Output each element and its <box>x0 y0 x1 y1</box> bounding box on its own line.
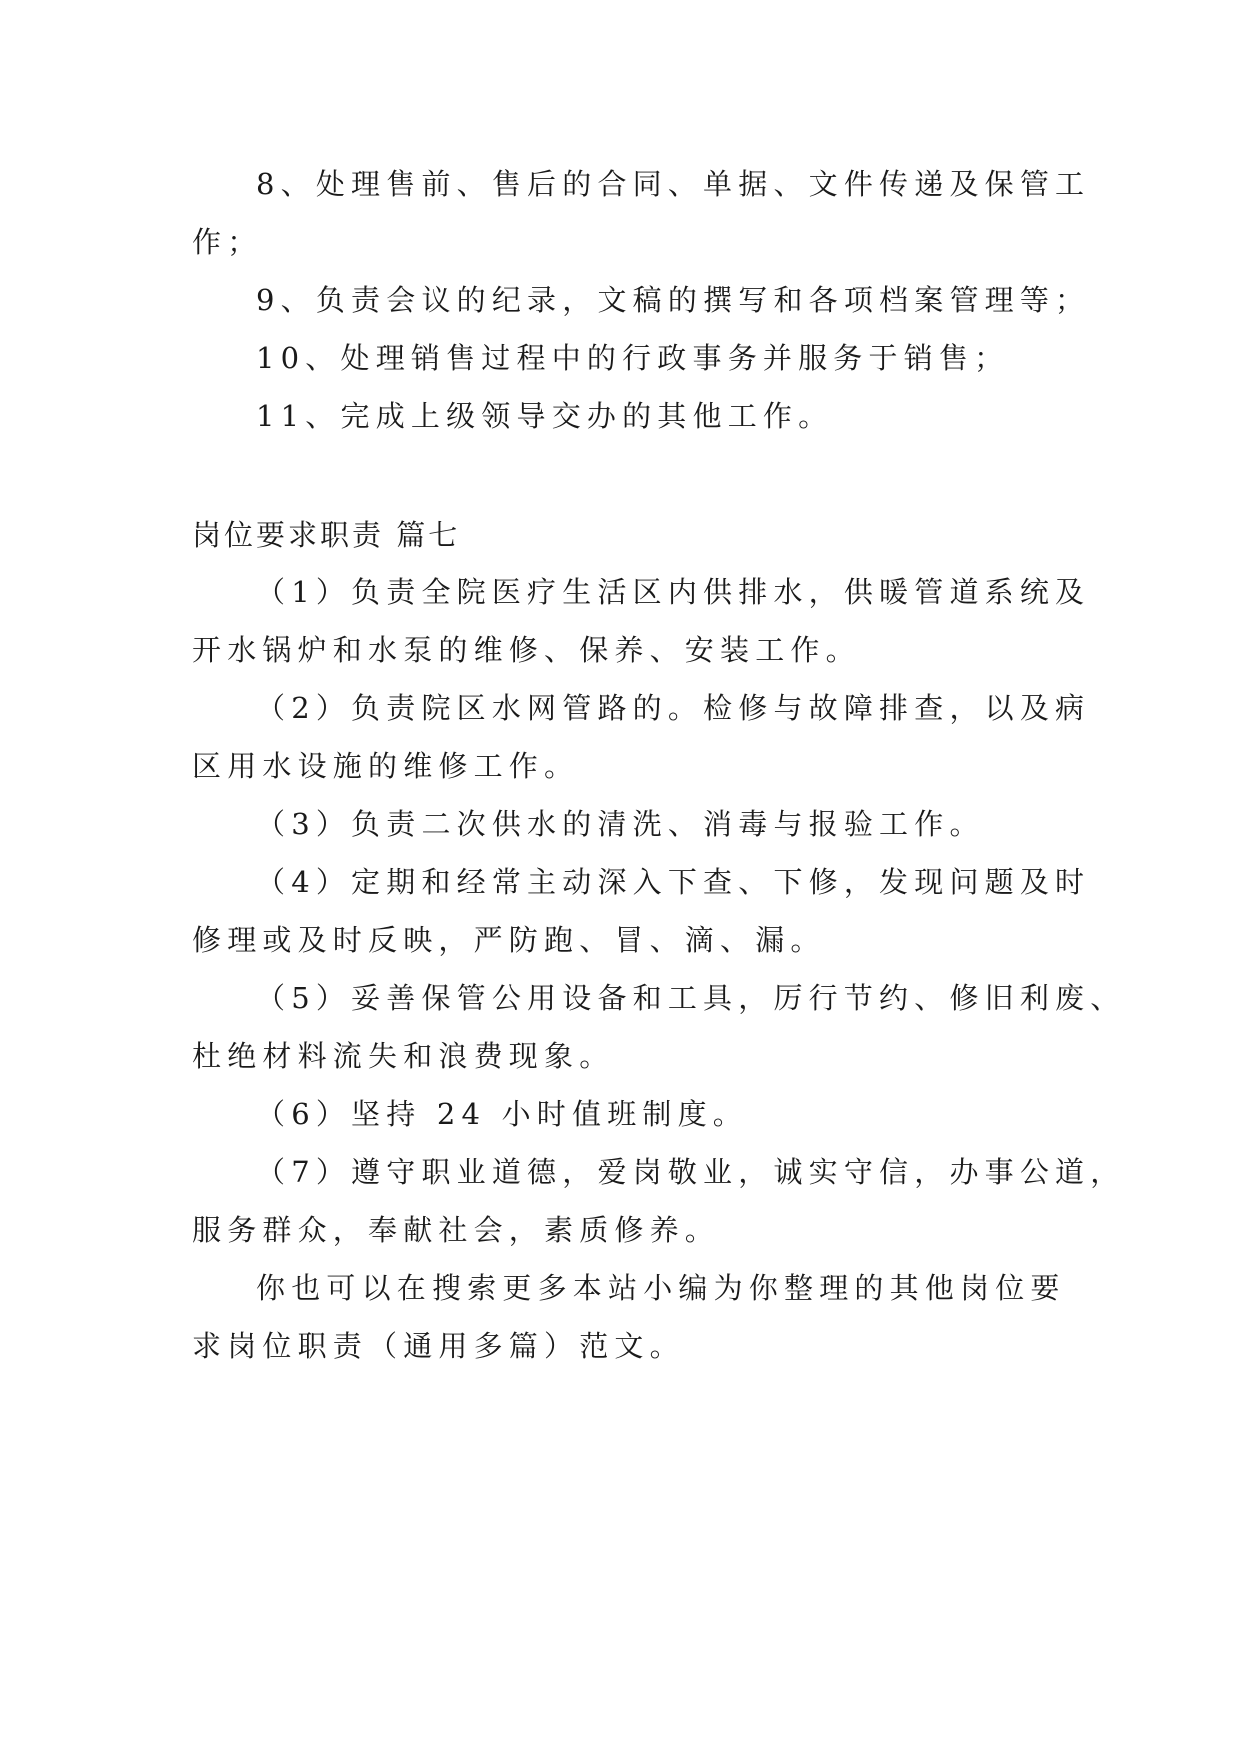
item-7-line-1: （7）遵守职业道德，爱岗敬业，诚实守信，办事公道， <box>256 1155 1126 1189</box>
item-5-line-1: （5）妥善保管公用设备和工具，厉行节约、修旧利废、 <box>256 981 1126 1015</box>
closing-line-2: 求岗位职责（通用多篇）范文。 <box>192 1329 685 1363</box>
item-4-line-2: 修理或及时反映，严防跑、冒、滴、漏。 <box>192 923 826 957</box>
item-4-line-1: （4）定期和经常主动深入下查、下修，发现问题及时 <box>256 865 1091 899</box>
paragraph-8-line-1: 8、处理售前、售后的合同、单据、文件传递及保管工 <box>256 167 1091 201</box>
item-3: （3）负责二次供水的清洗、消毒与报验工作。 <box>256 807 985 841</box>
paragraph-11: 11、完成上级领导交办的其他工作。 <box>256 399 834 433</box>
section-heading: 岗位要求职责 篇七 <box>192 518 461 552</box>
item-7-line-2: 服务群众，奉献社会，素质修养。 <box>192 1213 721 1247</box>
paragraph-8-line-2: 作； <box>192 225 263 259</box>
closing-line-1: 你也可以在搜索更多本站小编为你整理的其他岗位要 <box>256 1271 1066 1305</box>
item-1-line-1: （1）负责全院医疗生活区内供排水，供暖管道系统及 <box>256 575 1091 609</box>
item-6: （6）坚持 24 小时值班制度。 <box>256 1097 748 1131</box>
paragraph-10: 10、处理销售过程中的行政事务并服务于销售； <box>256 341 1010 375</box>
item-1-line-2: 开水锅炉和水泵的维修、保养、安装工作。 <box>192 633 861 667</box>
item-2-line-2: 区用水设施的维修工作。 <box>192 749 580 783</box>
item-2-line-1: （2）负责院区水网管路的。检修与故障排查，以及病 <box>256 691 1091 725</box>
item-5-line-2: 杜绝材料流失和浪费现象。 <box>192 1039 615 1073</box>
paragraph-9: 9、负责会议的纪录，文稿的撰写和各项档案管理等； <box>256 283 1091 317</box>
